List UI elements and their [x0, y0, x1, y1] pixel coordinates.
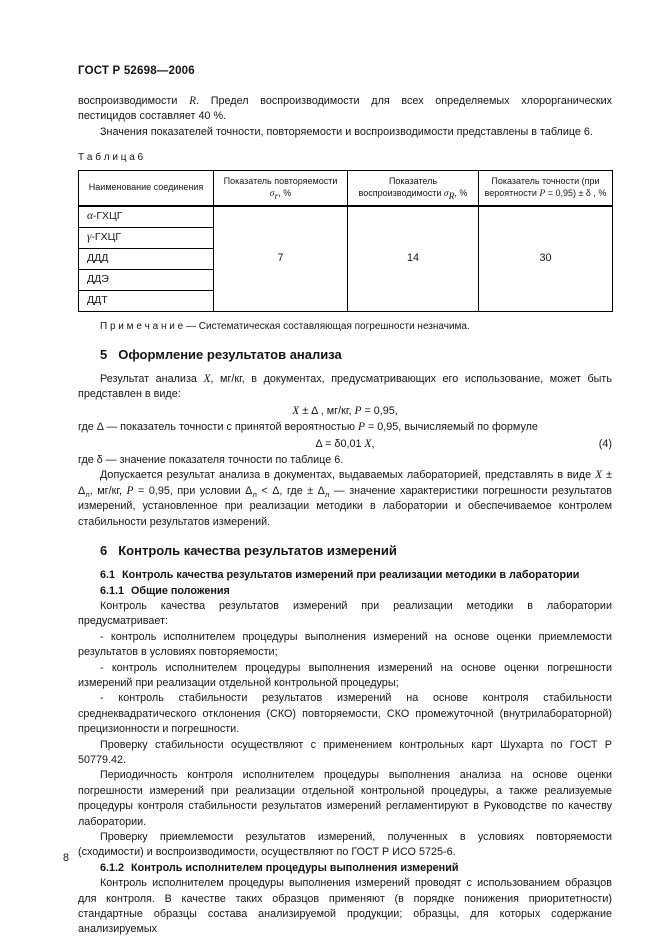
subsection-title: Контроль исполнителем процедуры выполнения измерений — [131, 861, 459, 874]
section6-list-item-2: - контроль исполнителем процедуры выполнения измерений на основе оценки погрешности измерений при реализации отдельной контрольной процедуры; — [78, 661, 612, 689]
formula-4 — [78, 437, 612, 452]
running-header: ГОСТ Р 52698—2006 — [78, 65, 195, 77]
table-row — [79, 206, 613, 228]
formula-4-number: (4) — [598, 437, 612, 450]
section6-paragraph-2: Проверку стабильности осуществляют с применением контрольных карт Шухарта по ГОСТ Р 50779.42. — [78, 738, 612, 766]
compound-cell: ДДЭ — [79, 269, 214, 290]
compound-cell: ДДД — [79, 248, 214, 269]
intro-paragraph-continuation: воспроизводимости R. Предел воспроизводимости для всех определяемых хлорорганических пестицидов составляет 40 %. — [78, 95, 612, 123]
section6-paragraph-4: Проверку приемлемости результатов измерений, полученных в условиях повторяемости (сходимости) и воспроизводимости, осуществляют по ГОСТ Р ИСО 5725-6. — [78, 831, 612, 859]
intro-paragraph-table-ref: Значения показателей точности, повторяемости и воспроизводимости представлены в таблице 6. — [100, 125, 593, 138]
repeatability-value: 7 — [214, 206, 348, 312]
subsection-number: 6.1.2 — [100, 861, 125, 874]
section-number: 5 — [100, 347, 108, 363]
subsection-title: Общие положения — [131, 584, 230, 597]
section6-paragraph-1: Контроль качества результатов измерений при реализации методики в лаборатории предусматривает: — [78, 599, 612, 628]
col-header-repeatability: Показатель повторяемости $\sigma_r$, % — [214, 170, 348, 206]
section-6-heading — [78, 543, 612, 559]
table-caption: Т а б л и ц а 6 — [78, 152, 144, 164]
col-header-reproducibility: Показатель воспроизводимости $\sigma_R$, % — [348, 170, 479, 206]
section-5-heading — [78, 347, 612, 363]
table-note: П р и м е ч а н и е — Систематическая составляющая погрешности незначима. — [100, 320, 470, 332]
table-6 — [78, 170, 613, 312]
where-delta-line: где Δ — показатель точности с принятой вероятностью P = 0,95, вычисляемый по формуле — [78, 421, 538, 434]
section6-paragraph-5: Контроль исполнителем процедуры выполнения измерений проводят с использованием образцов для контроля. В качестве таких образцов применяют (в порядке понижения приоритетности) стандартные образцы состава анализируемой продукции; образцы, для которых содержание анализируемых — [78, 877, 612, 936]
formula-4-body: Δ = δ0,01 X, — [315, 437, 375, 450]
section-title: Контроль качества результатов измерений — [118, 543, 397, 559]
compound-cell: α-ГХЦГ — [79, 206, 214, 228]
subsection-6-1-heading — [78, 568, 612, 583]
section5-paragraph-1: Результат анализа X, мг/кг, в документах, предусматривающих его использование, может быть представлен в виде: — [78, 373, 612, 401]
section-title: Оформление результатов анализа — [118, 347, 342, 363]
compound-cell: ДДТ — [79, 290, 214, 311]
section-number: 6 — [100, 543, 108, 559]
where-small-delta-line: где δ — значение показателя точности по таблице 6. — [78, 454, 344, 467]
accuracy-value: 30 — [479, 206, 613, 312]
subsection-title: Контроль качества результатов измерений при реализации методики в лаборатории — [122, 569, 580, 582]
compound-cell: γ-ГХЦГ — [79, 227, 214, 248]
section6-list-item-3: - контроль стабильности результатов измерений на основе контроля стабильности среднеквадратического отклонения (СКО) повторяемости, СКО промежуточной (внутрилабораторной) прецизионности и погрешности. — [78, 692, 612, 736]
col-header-compound: Наименование соединения — [79, 170, 214, 206]
subsection-6-1-2-heading — [78, 861, 612, 876]
col-header-accuracy: Показатель точности (при вероятности P = 0,95) ± δ , % — [479, 170, 613, 206]
table-header-row — [79, 170, 613, 206]
subsection-number: 6.1.1 — [100, 584, 125, 597]
section6-list-item-1: - контроль исполнителем процедуры выполнения измерений на основе оценки приемлемости результатов в условиях повторяемости; — [78, 630, 612, 659]
subsection-number: 6.1 — [100, 569, 116, 582]
section5-paragraph-2: Допускается результат анализа в документах, выдаваемых лабораторией, представлять в виде $X \pm \Delta_л$, мг/кг, P = 0,95, при условии $\Delta_л < \Delta$, где ± $\Delta_л$ — значение характеристики погрешности результатов измерений, установленное при реализации методики в лаборатории и обеспечиваемое контролем стабильности результатов измерений. — [78, 469, 613, 528]
section6-paragraph-3: Периодичность контроля исполнителем процедуры выполнения анализа на основе оценки погрешности измерений при реализации отдельной контрольной процедуры, а также реализуемые процедуры контроля стабильности результатов измерений регламентируют в Руководстве по качеству лаборатории. — [78, 769, 612, 828]
page-number: 8 — [63, 852, 70, 864]
reproducibility-value: 14 — [348, 206, 479, 312]
subsection-6-1-1-heading — [78, 584, 612, 599]
formula-result-form: X ± Δ , мг/кг, P = 0,95, — [292, 404, 398, 417]
